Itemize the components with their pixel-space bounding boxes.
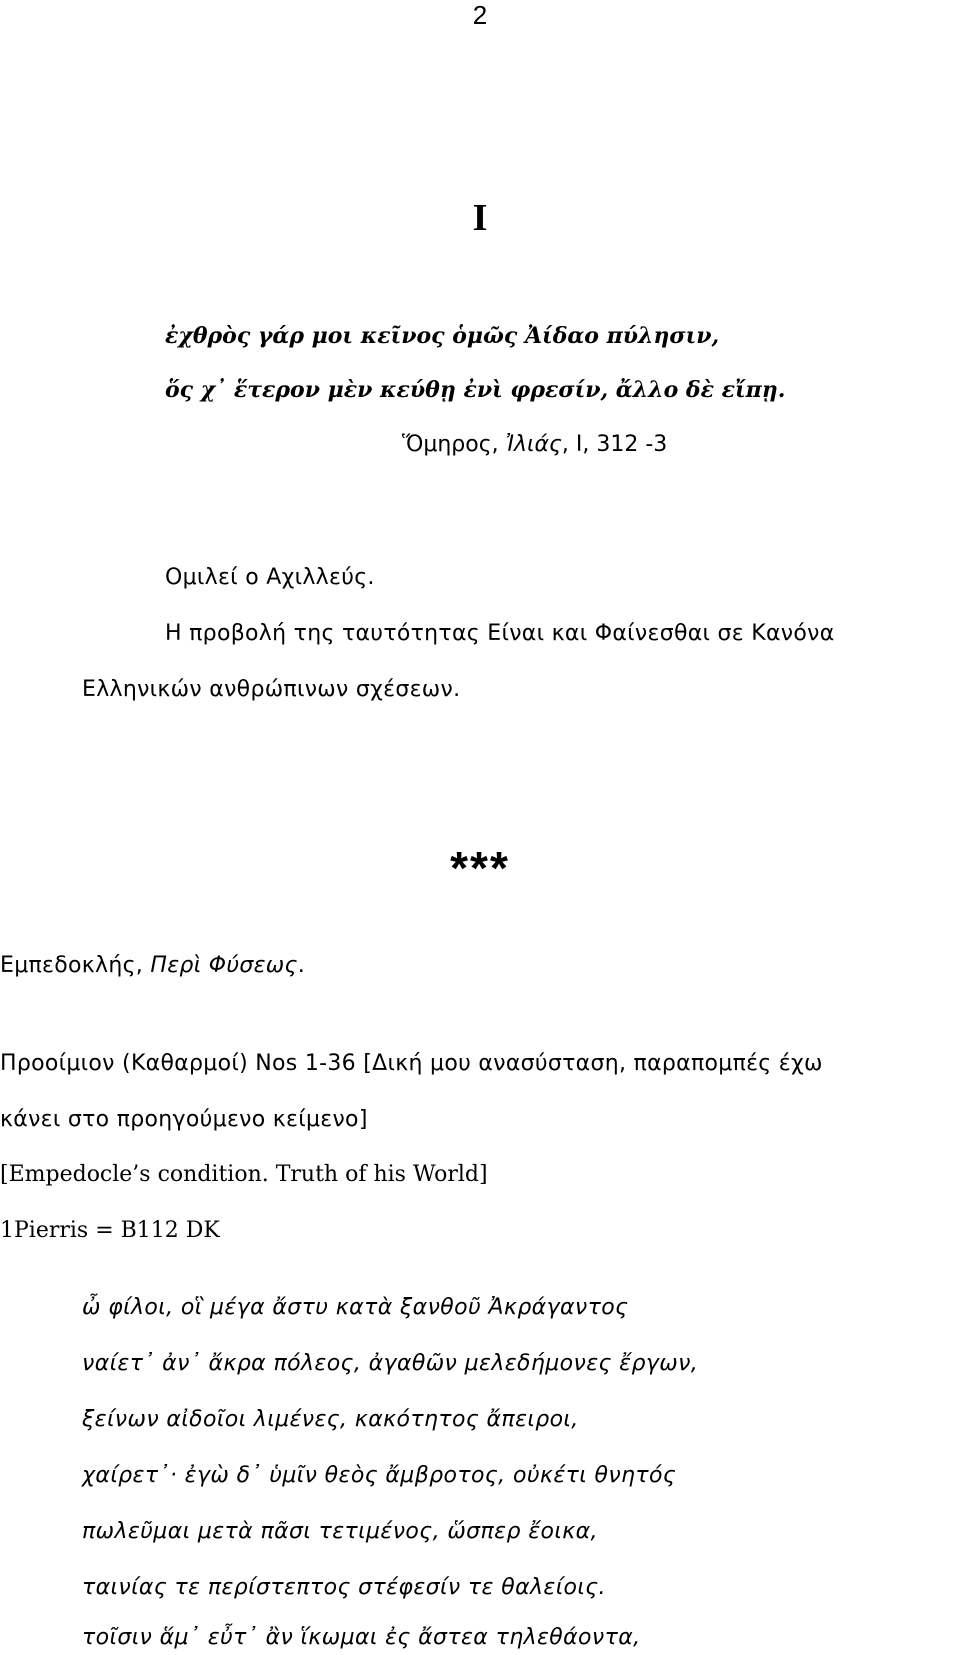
verse-line-3: ξείνων αἰδοῖοι λιμένες, κακότητος ἄπειροι, (82, 1407, 579, 1432)
epigraph-citation (402, 431, 667, 459)
work-title-end: . (297, 953, 306, 978)
fragment-reference: 1Pierris = B112 DK (0, 1218, 220, 1243)
citation-reference: , Ι, 312 -3 (561, 432, 668, 457)
prooimion-line-2: κάνει στο προηγούμενο κείμενο] (0, 1107, 368, 1132)
verse-line-4: χαίρετ᾽· ἐγὼ δ᾽ ὑμῖν θεὸς ἄμβροτος, οὐκέτι θνητός (82, 1463, 677, 1488)
verse-line-5: πωλεῦμαι μετὰ πᾶσι τετιμένος, ὥσπερ ἔοικα, (82, 1519, 598, 1544)
page-number: 2 (472, 0, 488, 30)
intro-line-1: Ομιλεί ο Αχιλλεύς. (165, 565, 375, 590)
intro-line-2: Η προβολή της ταυτότητας Είναι και Φαίνεσθαι σε Κανόνα (165, 621, 835, 646)
condition-note: [Empedocle’s condition. Truth of his World] (0, 1162, 488, 1187)
verse-line-2: ναίετ᾽ ἀν᾽ ἄκρα πόλεος, ἀγαθῶν μελεδήμονες ἔργων, (82, 1351, 699, 1376)
section-heading (0, 952, 305, 980)
intro-line-3: Ελληνικών ανθρώπινων σχέσεων. (82, 677, 461, 702)
citation-work: Ἰλιάς (505, 432, 562, 457)
author-name: Εμπεδοκλής, (0, 953, 151, 978)
section-separator: *** (450, 842, 510, 894)
epigraph-line-2: ὅς χ᾽ ἕτερον μὲν κεύθῃ ἐνὶ φρεσίν, ἄλλο δὲ εἴπῃ. (165, 377, 786, 403)
work-title: Περὶ Φύσεως (150, 953, 298, 978)
chapter-title: I (472, 197, 488, 239)
citation-author: Ὅμηρος, (402, 432, 499, 457)
verse-line-7: τοῖσιν ἅμ᾽ εὖτ᾽ ἂν ἵκωμαι ἐς ἄστεα τηλεθάοντα, (82, 1625, 641, 1650)
epigraph-line-1: ἐχθρὸς γάρ μοι κεῖνος ὁμῶς Ἀίδαο πύλησιν, (165, 323, 720, 349)
verse-line-6: ταινίας τε περίστεπτος στέφεσίν τε θαλείοις. (82, 1575, 606, 1600)
prooimion-line-1: Προοίμιον (Καθαρμοί) Nos 1-36 [Δική μου ανασύσταση, παραπομπές έχω (0, 1051, 823, 1076)
verse-line-1: ὦ φίλοι, οἳ μέγα ἄστυ κατὰ ξανθοῦ Ἀκράγαντος (82, 1295, 629, 1320)
